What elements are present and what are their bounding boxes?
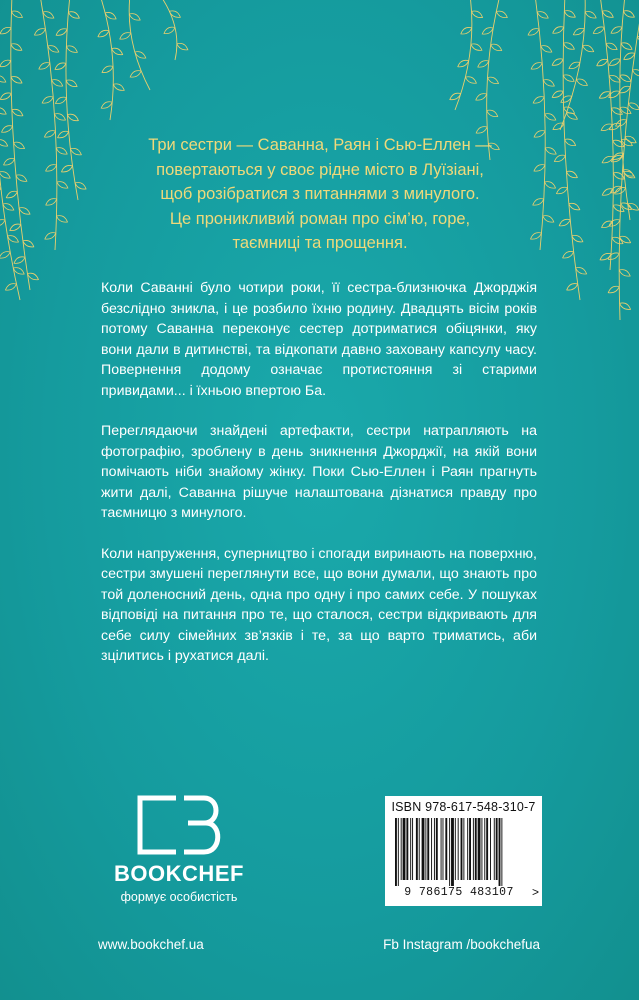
publisher-logo — [96, 795, 262, 915]
barcode-bar — [475, 818, 477, 880]
vine-leaf — [563, 75, 574, 82]
vine-leaf — [623, 11, 634, 18]
vine-leaf — [566, 171, 577, 178]
vine-leaf — [10, 224, 21, 231]
vine-leaf — [45, 233, 56, 240]
vine-leaf — [0, 188, 1, 195]
barcode-bar — [427, 818, 429, 880]
vine-leaf — [471, 44, 482, 51]
vine-leaf — [487, 110, 498, 117]
vine-leaf — [130, 71, 141, 78]
description-paragraph: Переглядаючи знайдені артефакти, сестри натрапляють на фотографію, зроблену в день зникнення Джорджії, на якій вони помічають ніби знайому жінку. Поки Сью-Еллен і Раян прагнуть жити далі, Саванна рішуче налаштована дізнатися правду про таємницю з минулого. — [101, 423, 537, 521]
vine-leaf — [6, 191, 17, 198]
vine-leaf — [113, 84, 124, 91]
barcode-bar — [451, 818, 454, 886]
vine-leaf — [23, 240, 34, 247]
barcode-bar — [458, 818, 459, 880]
vine-leaf — [75, 183, 86, 190]
vine-leaf — [541, 46, 552, 53]
vine-leaf — [563, 43, 574, 50]
barcode-bar — [484, 818, 485, 880]
vine-leaf — [597, 59, 608, 66]
bookchef-cb-logo-icon — [136, 795, 222, 855]
vine-leaf — [569, 203, 580, 210]
vine-leaf — [98, 30, 109, 37]
publisher-name: BOOKCHEF — [114, 861, 244, 886]
vine-leaf — [5, 284, 16, 291]
vine-leaf — [564, 11, 575, 18]
vine-leaf — [620, 303, 631, 310]
vine-leaf — [16, 175, 27, 182]
vine-leaf — [576, 267, 587, 274]
vine-leaf — [101, 102, 112, 109]
isbn-barcode — [385, 796, 542, 906]
vine-leaf — [458, 60, 469, 67]
vine-leaf — [19, 208, 30, 215]
vine-leaf — [554, 155, 565, 162]
barcode-bar — [434, 818, 435, 880]
barcode-bar — [490, 818, 491, 880]
tagline-line: таємниці та прощення. — [232, 234, 408, 252]
vine-stem — [66, 0, 78, 200]
vine-leaf — [66, 80, 77, 87]
vine-leaf — [563, 251, 574, 258]
vine-leaf — [620, 236, 631, 243]
barcode-bar — [443, 818, 444, 880]
vine-leaf — [44, 131, 55, 138]
vine-leaf — [177, 43, 188, 50]
vine-leaf — [54, 114, 65, 121]
barcode-digits: 9 786175 483107 — [404, 886, 514, 899]
vine-leaf — [559, 219, 570, 226]
vine-leaf — [46, 165, 57, 172]
tagline — [90, 133, 550, 256]
vine-leaf — [537, 12, 548, 19]
publisher-social: Fb Instagram /bookchefua — [383, 937, 540, 952]
vine-leaf — [3, 204, 14, 211]
isbn-label: ISBN 978-617-548-310-7 — [391, 800, 536, 814]
vine-leaf — [42, 97, 53, 104]
vine-leaf — [625, 136, 636, 143]
vine-leaf — [593, 27, 604, 34]
vine-leaf — [0, 252, 10, 259]
barcode-arrow: > — [531, 885, 539, 899]
vine-leaf — [11, 11, 22, 18]
description-paragraph: Коли Саванні було чотири роки, її сестра-близнючка Джорджія безслідно зникла, і це розбило їхню родину. Двадцять вісім років потому Саванна переконує сестер дотриматися обіцянки, яку вони дали в дитинстві, та відкопати давно заховану капсулу часу. Повернення додому означає протистояння зі старими привидами... і їхньою впертою Ба. — [101, 280, 537, 399]
vine-leaf — [583, 45, 594, 52]
vine-leaf — [7, 236, 18, 243]
vine-leaf — [56, 97, 67, 104]
vine-leaf — [56, 148, 67, 155]
vine-leaf — [14, 142, 25, 149]
barcode-bar — [494, 818, 495, 880]
barcode-bars — [393, 818, 535, 886]
vine-leaf — [472, 11, 483, 18]
vine-stem — [600, 0, 613, 270]
vine-leaf — [0, 60, 11, 67]
barcode-bar — [499, 818, 501, 886]
vine-leaf — [34, 29, 45, 36]
vine-leaf — [576, 79, 587, 86]
vine-leaf — [552, 91, 563, 98]
vine-leaf — [476, 94, 487, 101]
vine-leaf — [39, 63, 50, 70]
vine-leaf — [0, 220, 5, 227]
vine-leaf — [609, 75, 620, 82]
barcode-bar — [412, 818, 413, 880]
vine-leaf — [0, 172, 10, 179]
vine-leaf — [67, 114, 78, 121]
barcode-bar — [422, 818, 425, 880]
vine-leaf — [624, 53, 635, 60]
vine-leaf — [11, 44, 22, 51]
vine-stem — [160, 0, 177, 60]
barcode-bar — [496, 818, 498, 880]
vine-leaf — [573, 28, 584, 35]
vine-leaf — [56, 216, 67, 223]
vine-leaf — [46, 199, 57, 206]
barcode-bar — [478, 818, 481, 880]
barcode-bar — [463, 818, 464, 880]
barcode-bar — [455, 818, 456, 880]
barcode-bar — [481, 818, 482, 880]
vine-leaf — [56, 29, 67, 36]
vine-leaf — [112, 48, 123, 55]
vine-leaf — [0, 140, 8, 147]
vine-leaf — [14, 257, 25, 264]
vine-leaf — [545, 114, 556, 121]
barcode-bar — [406, 818, 408, 880]
vine-leaf — [567, 284, 578, 291]
barcode-bar — [416, 818, 418, 880]
vine-leaf — [621, 43, 632, 50]
vine-leaf — [585, 11, 596, 18]
vine-leaf — [619, 86, 630, 93]
vine-leaf — [488, 77, 499, 84]
vine-leaf — [0, 108, 6, 115]
barcode-bar — [398, 818, 399, 886]
vine-leaf — [4, 158, 15, 165]
vine-leaf — [478, 61, 489, 68]
vine-leaf — [57, 182, 68, 189]
vine-leaf — [633, 70, 639, 77]
vine-leaf — [70, 148, 81, 155]
vine-leaf — [11, 77, 22, 84]
barcode-bar — [473, 818, 474, 880]
vine-leaf — [565, 139, 576, 146]
vine-leaf — [62, 165, 73, 172]
barcode-bar — [469, 818, 471, 880]
barcode-bar — [467, 818, 468, 880]
vine-leaf — [602, 11, 613, 18]
vine-leaf — [496, 11, 507, 18]
vine-leaf — [533, 97, 544, 104]
tagline-line: Це проникливий роман про сім’ю, горе, — [169, 209, 471, 228]
publisher-slogan: формує особистість — [120, 890, 238, 904]
barcode-bar — [445, 818, 447, 880]
vine-stem — [40, 0, 57, 250]
vine-leaf — [27, 273, 38, 280]
vine-leaf — [611, 27, 622, 34]
barcode-bar — [410, 818, 411, 880]
vine-leaf — [120, 33, 131, 40]
vine-leaf — [43, 12, 54, 19]
barcode-bar — [425, 818, 426, 880]
vine-leaf — [465, 77, 476, 84]
vine-leaf — [164, 27, 175, 34]
barcode-bar — [461, 818, 463, 880]
vine-leaf — [68, 12, 79, 19]
vine-leaf — [616, 120, 627, 127]
book-description — [101, 278, 537, 687]
vine-leaf — [48, 46, 59, 53]
barcode-bar — [403, 818, 406, 880]
barcode-bar — [401, 818, 402, 880]
vine-leaf — [552, 59, 563, 66]
barcode-bar — [449, 818, 450, 886]
vine-leaf — [0, 93, 11, 100]
tagline-line: Три сестри — Саванна, Раян і Сью-Еллен — — [148, 136, 492, 154]
description-paragraph: Коли напруження, суперництво і спогади виринають на поверхню, сестри змушені переглянути все, що вони думали, що знають про той доленосний день, одна про одну і про самих себе. У пошуках відповіді на питання про те, що сталося, сестри відкривають для себе силу сімейних зв’язків і те, за що варто триматись, аби зцілитись і рухатися далі. — [101, 545, 537, 664]
vine-leaf — [569, 62, 580, 69]
vine-leaf — [461, 27, 472, 34]
barcode-bar — [395, 818, 397, 886]
vine-leaf — [66, 46, 77, 53]
vine-leaf — [556, 187, 567, 194]
tagline-line: щоб розібратися з питаннями з минулого. — [160, 185, 480, 203]
vine-leaf — [58, 131, 69, 138]
vine-leaf — [528, 29, 539, 36]
vine-leaf — [52, 80, 63, 87]
vine-leaf — [572, 235, 583, 242]
vine-leaf — [628, 103, 639, 110]
vine-leaf — [0, 27, 11, 34]
barcode-bar — [419, 818, 420, 880]
vine-leaf — [482, 28, 493, 35]
vine-leaf — [0, 76, 6, 83]
vine-leaf — [619, 270, 630, 277]
vine-leaf — [553, 27, 564, 34]
vine-leaf — [2, 126, 13, 133]
vine-leaf — [609, 59, 620, 66]
vine-leaf — [12, 109, 23, 116]
barcode-bar — [441, 818, 442, 880]
vine-leaf — [13, 268, 24, 275]
vine-leaf — [620, 75, 631, 82]
vine-leaf — [612, 237, 623, 244]
vine-leaf — [608, 286, 619, 293]
barcode-bar — [486, 818, 488, 880]
tagline-line: повертаються у своє рідне місто в Луїзіані, — [156, 160, 484, 179]
barcode-bar — [431, 818, 432, 880]
publisher-website: www.bookchef.ua — [98, 937, 204, 952]
vine-leaf — [55, 63, 66, 70]
vine-leaf — [129, 14, 140, 21]
vine-leaf — [169, 11, 180, 18]
vine-leaf — [531, 63, 542, 70]
vine-leaf — [606, 43, 617, 50]
vine-leaf — [102, 66, 113, 73]
vine-leaf — [491, 44, 502, 51]
barcode-bar — [436, 818, 438, 880]
vine-leaf — [543, 80, 554, 87]
barcode-bar — [501, 818, 502, 886]
